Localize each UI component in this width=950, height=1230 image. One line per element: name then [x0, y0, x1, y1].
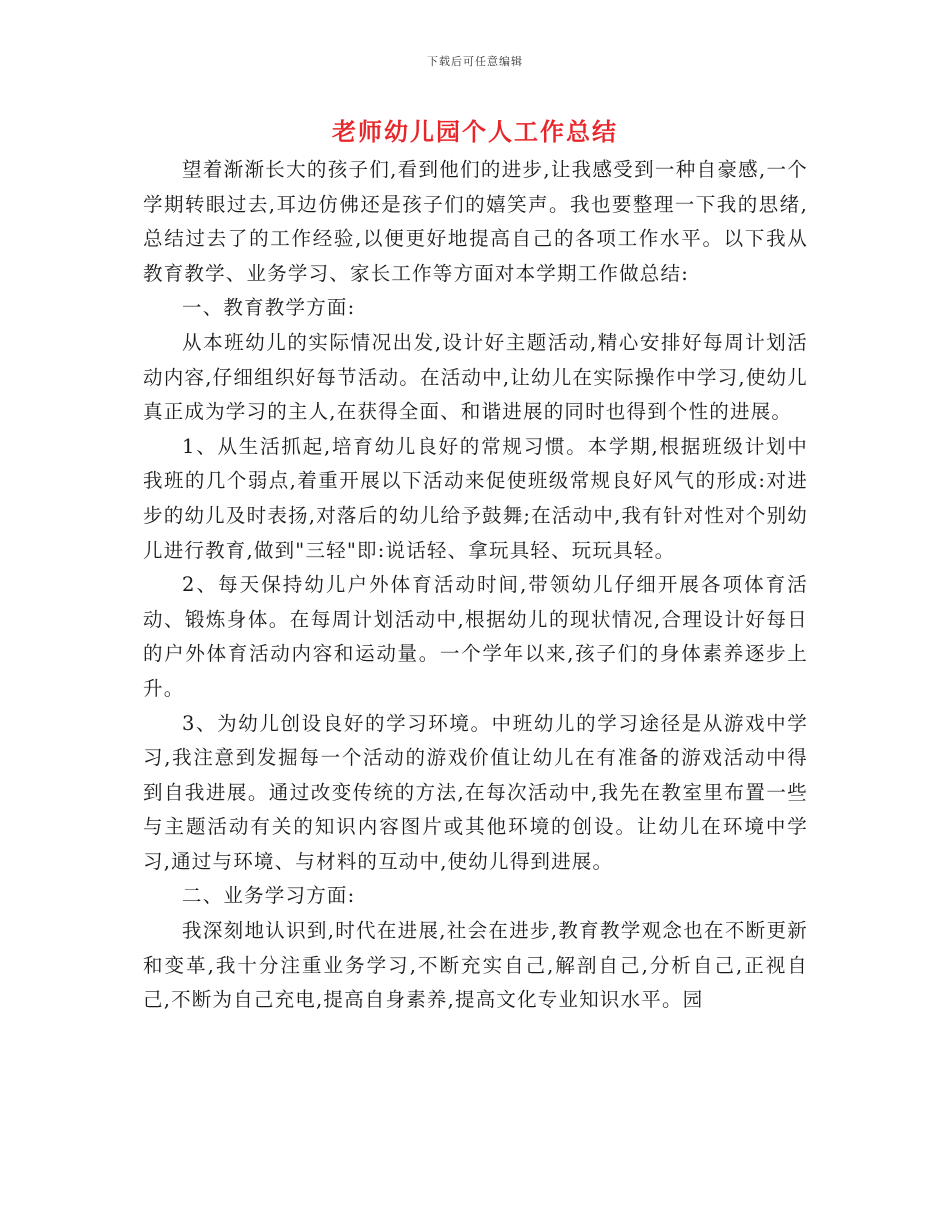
document-body — [143, 153, 808, 1018]
header-note: 下载后可任意编辑 — [427, 55, 523, 68]
section-heading-study: 二、业务学习方面: — [182, 884, 356, 908]
paragraph-item-2: 2、每天保持幼儿户外体育活动时间,带领幼儿仔细开展各项体育活动、锻炼身体。在每周计划活动中,根据幼儿的现状情况,合理设计好每日的户外体育活动内容和运动量。一个学年以来,孩子们的身体素养逐步上升。 — [143, 573, 808, 700]
paragraph-teaching: 从本班幼儿的实际情况出发,设计好主题活动,精心安排好每周计划活动内容,仔细组织好每节活动。在活动中,让幼儿在实际操作中学习,使幼儿真正成为学习的主人,在获得全面、和谐进展的同时也得到个性的进展。 — [143, 330, 808, 424]
document-title: 老师幼儿园个人工作总结 — [332, 117, 618, 146]
section-heading-teaching: 一、教育教学方面: — [182, 296, 356, 320]
paragraph-intro: 望着渐渐长大的孩子们,看到他们的进步,让我感受到一种自豪感,一个学期转眼过去,耳边仿佛还是孩子们的嬉笑声。我也要整理一下我的思绪,总结过去了的工作经验,以便更好地提高自己的各项工作水平。以下我从教育教学、业务学习、家长工作等方面对本学期工作做总结: — [143, 158, 808, 285]
paragraph-item-1: 1、从生活抓起,培育幼儿良好的常规习惯。本学期,根据班级计划中我班的几个弱点,着重开展以下活动来促使班级常规良好风气的形成:对进步的幼儿及时表扬,对落后的幼儿给予鼓舞;在活动中,我有针对性对个别幼儿进行教育,做到"三轻"即:说话轻、拿玩具轻、玩玩具轻。 — [143, 434, 808, 562]
paragraph-study: 我深刻地认识到,时代在进展,社会在进步,教育教学观念也在不断更新和变革,我十分注重业务学习,不断充实自己,解剖自己,分析自己,正视自己,不断为自己充电,提高自身素养,提高文化专业知识水平。园 — [143, 919, 808, 1012]
paragraph-item-3: 3、为幼儿创设良好的学习环境。中班幼儿的学习途径是从游戏中学习,我注意到发掘每一个活动的游戏价值让幼儿在有准备的游戏活动中得到自我进展。通过改变传统的方法,在每次活动中,我先在教室里布置一些与主题活动有关的知识内容图片或其他环境的创设。让幼儿在环境中学习,通过与环境、与材料的互动中,使幼儿得到进展。 — [143, 711, 808, 873]
